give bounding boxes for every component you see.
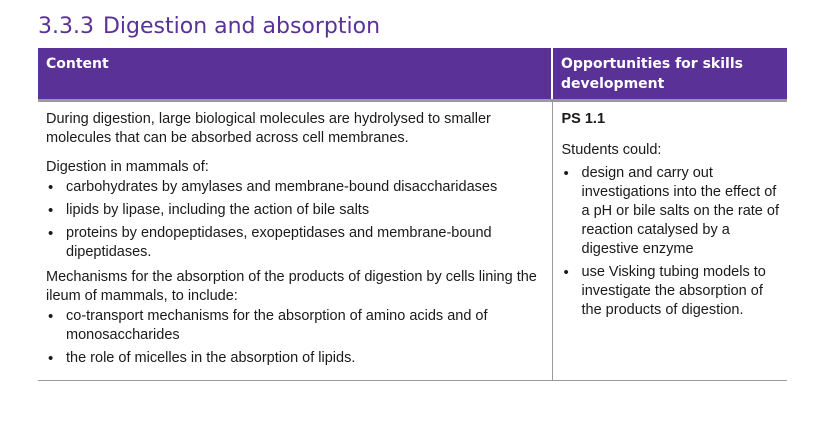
section-number: 3.3.3 [38,14,94,39]
list-item: • use Visking tubing models to investigate the absorption of the products of digestion. [562,263,782,320]
skills-list [562,164,782,320]
digestion-heading: Digestion in mammals of: [46,159,209,175]
absorption-heading: Mechanisms for the absorption of the products of digestion by cells lining the ileum of mammals, to include: [46,269,537,304]
section-title [38,14,380,39]
skills-cell [552,101,787,381]
list-item: • carbohydrates by amylases and membrane-bound disaccharidases [46,178,546,197]
absorption-list [46,307,546,368]
table-header-row [38,48,787,101]
list-item: • design and carry out investigations into the effect of a pH or bile salts on the rate of reaction catalysed by a digestive enzyme [562,164,782,259]
list-item: • co-transport mechanisms for the absorption of amino acids and of monosaccharides [46,307,546,345]
table-body-row [38,101,787,381]
section-heading: Digestion and absorption [102,14,381,39]
digestion-list [46,178,546,262]
content-cell [38,101,552,381]
practical-skill-code: PS 1.1 [561,111,606,127]
specification-table [38,48,787,381]
skills-column-header: Opportunities for skills development [552,48,787,101]
list-item: • lipids by lipase, including the action of bile salts [46,201,546,220]
list-item: • the role of micelles in the absorption of lipids. [46,349,546,368]
skills-intro: Students could: [561,142,662,158]
content-column-header: Content [38,48,552,101]
content-intro: During digestion, large biological molecules are hydrolysed to smaller molecules that can be absorbed across cell membranes. [46,111,491,146]
list-item: • proteins by endopeptidases, exopeptidases and membrane-bound dipeptidases. [46,224,546,262]
